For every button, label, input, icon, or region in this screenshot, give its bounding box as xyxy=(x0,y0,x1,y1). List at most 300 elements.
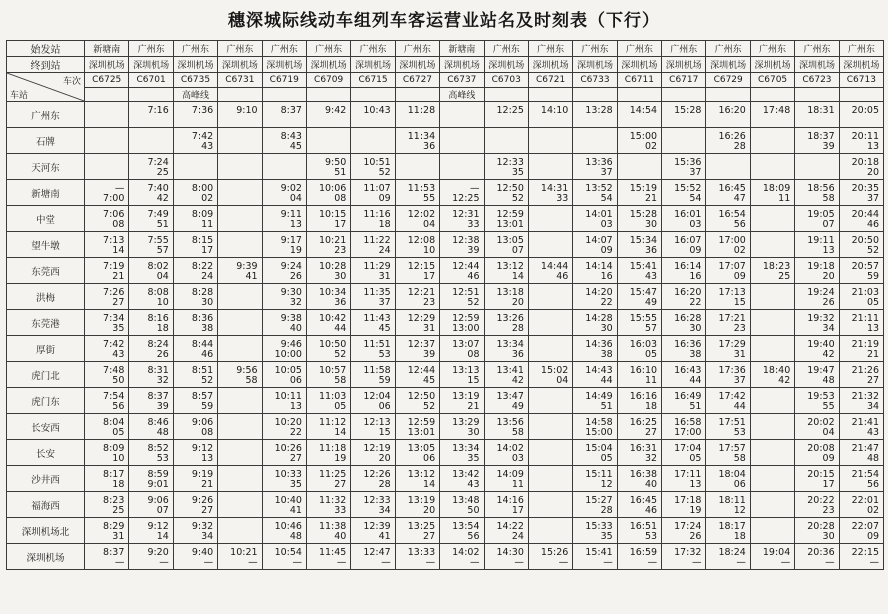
time-cell-box xyxy=(485,128,528,153)
time-cell-box xyxy=(440,310,483,335)
departure-time: — xyxy=(558,557,569,568)
time-cell-box xyxy=(218,466,261,491)
arrival-time: 15:04 xyxy=(585,443,613,454)
departure-time: 38 xyxy=(689,349,702,360)
arrival-time: 14:01 xyxy=(585,209,613,220)
arrival-time: 9:40 xyxy=(191,547,214,558)
train-note xyxy=(662,88,706,102)
time-cell xyxy=(617,232,661,258)
time-cell-box xyxy=(396,180,439,205)
arrival-time: 17:11 xyxy=(674,469,702,480)
time-cell-box xyxy=(396,310,439,335)
arrival-time: 9:30 xyxy=(280,287,302,298)
time-cell xyxy=(528,492,572,518)
time-cell-box xyxy=(396,414,439,439)
time-cell xyxy=(129,258,173,284)
time-cell-box xyxy=(485,336,528,361)
time-cell-box xyxy=(485,518,528,543)
time-cell-box xyxy=(129,284,172,309)
time-cell-box xyxy=(129,440,172,465)
time-cell xyxy=(528,154,572,180)
time-cell xyxy=(173,388,217,414)
arrival-time: 11:58 xyxy=(363,365,391,376)
time-cell xyxy=(395,388,439,414)
departure-time: 52 xyxy=(201,375,214,386)
time-cell xyxy=(85,232,129,258)
arrival-time: 15:11 xyxy=(585,469,613,480)
time-cell-box xyxy=(129,154,172,179)
departure-time: 16 xyxy=(689,271,702,282)
time-cell-box xyxy=(485,206,528,231)
departure-time: 13 xyxy=(866,141,880,152)
time-cell xyxy=(440,336,484,362)
arrival-time: 11:51 xyxy=(363,339,391,350)
departure-time: — xyxy=(470,557,480,568)
train-number: C6725 xyxy=(85,73,129,88)
time-cell-box xyxy=(840,232,883,257)
time-cell xyxy=(528,232,572,258)
time-cell xyxy=(484,388,528,414)
departure-time: 24 xyxy=(511,531,524,542)
departure-time: 34 xyxy=(201,531,214,542)
train-number: C6731 xyxy=(218,73,262,88)
time-cell xyxy=(306,258,350,284)
time-cell xyxy=(528,310,572,336)
time-cell xyxy=(218,154,262,180)
arrival-time: 16:14 xyxy=(674,261,702,272)
time-cell xyxy=(706,128,750,154)
departure-time: 26 xyxy=(689,531,702,542)
departure-time: 34 xyxy=(866,401,880,412)
terminal-cell: 深圳机场 xyxy=(173,57,217,73)
time-cell-box xyxy=(351,284,394,309)
time-cell xyxy=(218,544,262,570)
time-cell-box xyxy=(307,128,350,153)
time-cell xyxy=(839,388,883,414)
time-cell-box xyxy=(840,492,883,517)
arrival-time: 17:21 xyxy=(718,313,746,324)
departure-time: 06 xyxy=(289,375,302,386)
time-cell xyxy=(218,388,262,414)
departure-time: 35 xyxy=(511,167,524,178)
time-cell-box xyxy=(218,310,261,335)
departure-time: 42 xyxy=(778,375,791,386)
time-cell xyxy=(262,544,306,570)
time-cell-box xyxy=(307,440,350,465)
departure-time: 18 xyxy=(644,401,658,412)
time-cell xyxy=(662,284,706,310)
arrival-time: 9:26 xyxy=(191,495,214,506)
departure-time: 15:00 xyxy=(585,427,613,438)
time-cell-box xyxy=(85,440,128,465)
time-cell-box xyxy=(485,466,528,491)
arrival-time: 9:10 xyxy=(236,105,258,116)
arrival-time: 13:33 xyxy=(407,547,436,558)
time-cell-box xyxy=(662,544,705,569)
origin-cell: 广州东 xyxy=(306,41,350,57)
arrival-time: 16:45 xyxy=(718,183,746,194)
time-cell-box xyxy=(529,284,572,309)
departure-time: 30 xyxy=(822,531,835,542)
departure-time: 35 xyxy=(467,453,480,464)
arrival-time: 14:44 xyxy=(540,261,569,272)
time-cell xyxy=(484,466,528,492)
time-cell-box xyxy=(573,258,616,283)
time-cell-box xyxy=(751,336,794,361)
time-cell xyxy=(839,284,883,310)
time-cell xyxy=(839,492,883,518)
arrival-time: 10:46 xyxy=(274,521,302,532)
arrival-time: 15:36 xyxy=(674,157,702,168)
arrival-time: 12:13 xyxy=(363,417,391,428)
time-cell xyxy=(750,154,794,180)
time-cell-box xyxy=(706,154,749,179)
arrival-time: 7:42 xyxy=(191,131,214,142)
arrival-time: 19:40 xyxy=(807,339,835,350)
time-cell-box xyxy=(706,128,749,153)
station-row xyxy=(7,102,884,128)
train-number: C6727 xyxy=(395,73,439,88)
time-cell xyxy=(839,518,883,544)
time-cell-box xyxy=(706,284,749,309)
arrival-time: 14:09 xyxy=(496,469,524,480)
time-cell-box xyxy=(218,284,261,309)
station-row xyxy=(7,180,884,206)
time-cell-box xyxy=(263,414,306,439)
departure-time: 56 xyxy=(112,401,125,412)
time-cell xyxy=(706,466,750,492)
terminal-cell: 深圳机场 xyxy=(617,57,661,73)
time-cell-box xyxy=(263,206,306,231)
time-cell-box xyxy=(351,232,394,257)
train-number: C6709 xyxy=(306,73,350,88)
departure-time: 27 xyxy=(112,297,125,308)
time-cell-box xyxy=(174,310,217,335)
time-cell xyxy=(617,336,661,362)
time-cell-box xyxy=(396,544,439,569)
departure-time: 05 xyxy=(600,453,613,464)
time-cell-box xyxy=(396,466,439,491)
departure-time: 10:00 xyxy=(274,349,302,360)
time-cell xyxy=(750,466,794,492)
time-cell-box xyxy=(573,362,616,387)
time-cell-box xyxy=(85,206,128,231)
time-cell-box xyxy=(840,466,883,491)
arrival-time: 16:51 xyxy=(629,521,658,532)
time-cell-box xyxy=(751,544,794,569)
time-cell-box xyxy=(218,336,261,361)
arrival-time: 8:23 xyxy=(103,495,125,506)
time-cell-box xyxy=(662,440,705,465)
station-name: 望牛墩 xyxy=(7,232,85,258)
time-cell xyxy=(440,232,484,258)
arrival-time: 19:47 xyxy=(807,365,835,376)
time-cell-box xyxy=(307,310,350,335)
time-cell-box xyxy=(618,544,661,569)
station-row xyxy=(7,128,884,154)
departure-time: 54 xyxy=(600,193,613,204)
terminal-cell: 深圳机场 xyxy=(306,57,350,73)
terminal-cell: 深圳机场 xyxy=(839,57,883,73)
departure-time: 37 xyxy=(733,375,746,386)
time-cell-box xyxy=(440,284,483,309)
time-cell xyxy=(484,206,528,232)
departure-time: 44 xyxy=(689,375,702,386)
arrival-time: 10:26 xyxy=(274,443,302,454)
time-cell-box xyxy=(440,544,483,569)
time-cell-box xyxy=(706,180,749,205)
arrival-time: 16:45 xyxy=(629,495,658,506)
departure-time: 26 xyxy=(156,349,169,360)
time-cell xyxy=(395,544,439,570)
time-cell-box xyxy=(85,414,128,439)
time-cell xyxy=(484,154,528,180)
station-row xyxy=(7,362,884,388)
time-cell xyxy=(706,492,750,518)
time-cell xyxy=(617,440,661,466)
time-cell xyxy=(706,206,750,232)
departure-time: 28 xyxy=(511,323,524,334)
time-cell-box xyxy=(218,128,261,153)
departure-time: 48 xyxy=(289,531,302,542)
departure-time: 51 xyxy=(334,167,347,178)
arrival-time: 12:44 xyxy=(407,365,436,376)
arrival-time: 9:11 xyxy=(280,209,302,220)
arrival-time: 10:42 xyxy=(318,313,347,324)
time-cell xyxy=(395,518,439,544)
time-cell xyxy=(395,180,439,206)
time-cell xyxy=(306,492,350,518)
time-cell xyxy=(395,154,439,180)
time-cell xyxy=(573,492,617,518)
arrival-time: 17:07 xyxy=(718,261,746,272)
train-note xyxy=(795,88,839,102)
departure-time: 20 xyxy=(822,271,835,282)
time-cell-box xyxy=(795,466,838,491)
train-note xyxy=(750,88,794,102)
departure-time: 48 xyxy=(156,427,169,438)
time-cell-box xyxy=(307,206,350,231)
arrival-time: — xyxy=(114,183,125,194)
arrival-time: 8:28 xyxy=(191,287,214,298)
time-cell xyxy=(173,492,217,518)
time-cell-box xyxy=(351,310,394,335)
time-cell-box xyxy=(573,388,616,413)
arrival-time: 14:20 xyxy=(585,287,613,298)
arrival-time: 22:01 xyxy=(851,495,880,506)
departure-time: 44 xyxy=(334,323,347,334)
departure-time: 38 xyxy=(600,349,613,360)
time-cell-box xyxy=(529,440,572,465)
time-cell-box xyxy=(85,154,128,179)
time-cell-box xyxy=(351,154,394,179)
time-cell-box xyxy=(706,414,749,439)
departure-time: 17 xyxy=(201,245,214,256)
time-cell xyxy=(617,310,661,336)
time-cell xyxy=(85,414,129,440)
arrival-time: 13:05 xyxy=(407,443,436,454)
time-cell-box xyxy=(573,232,616,257)
time-cell-box xyxy=(529,206,572,231)
time-cell-box xyxy=(351,206,394,231)
time-cell-box xyxy=(174,336,217,361)
time-cell xyxy=(129,414,173,440)
departure-time: — xyxy=(825,557,835,568)
time-cell-box xyxy=(618,102,661,127)
origin-cell: 广州东 xyxy=(750,41,794,57)
time-cell-box xyxy=(218,388,261,413)
arrival-time: 13:29 xyxy=(452,417,480,428)
departure-time: 25 xyxy=(112,505,125,516)
arrival-time: 14:49 xyxy=(585,391,613,402)
time-cell-box xyxy=(129,128,172,153)
train-note xyxy=(573,88,617,102)
time-cell-box xyxy=(573,284,616,309)
time-cell xyxy=(750,414,794,440)
train-station-corner xyxy=(7,73,85,102)
time-cell-box xyxy=(706,232,749,257)
time-cell xyxy=(440,284,484,310)
departure-time: 31 xyxy=(112,531,125,542)
arrival-time: 7:13 xyxy=(103,235,125,246)
time-cell-box xyxy=(573,492,616,517)
time-cell xyxy=(262,284,306,310)
departure-time: 58 xyxy=(511,427,524,438)
time-cell-box xyxy=(440,518,483,543)
departure-time: 56 xyxy=(733,219,746,230)
time-cell-box xyxy=(662,362,705,387)
departure-time: 14 xyxy=(156,531,169,542)
time-cell xyxy=(262,206,306,232)
arrival-time: 13:12 xyxy=(407,469,436,480)
time-cell xyxy=(129,544,173,570)
arrival-time: 11:38 xyxy=(318,521,347,532)
departure-time: 08 xyxy=(201,427,214,438)
arrival-time: 8:57 xyxy=(191,391,214,402)
departure-time: 10 xyxy=(156,297,169,308)
time-cell xyxy=(218,284,262,310)
time-cell xyxy=(306,284,350,310)
time-cell xyxy=(662,466,706,492)
time-cell xyxy=(306,518,350,544)
time-cell-box xyxy=(351,258,394,283)
arrival-time: 17:18 xyxy=(674,495,702,506)
train-number: C6735 xyxy=(173,73,217,88)
station-row xyxy=(7,492,884,518)
time-cell-box xyxy=(174,258,217,283)
time-cell-box xyxy=(263,544,306,569)
departure-time: 43 xyxy=(866,427,880,438)
time-cell xyxy=(617,258,661,284)
time-cell-box xyxy=(351,492,394,517)
departure-time: 27 xyxy=(201,505,214,516)
time-cell-box xyxy=(174,128,217,153)
departure-time: 40 xyxy=(289,323,302,334)
time-cell xyxy=(218,180,262,206)
arrival-time: 17:29 xyxy=(718,339,746,350)
time-cell-box xyxy=(440,128,483,153)
arrival-time: 11:43 xyxy=(363,313,391,324)
time-cell-box xyxy=(351,102,394,127)
time-cell-box xyxy=(751,388,794,413)
origin-cell: 广州东 xyxy=(573,41,617,57)
departure-time: 23 xyxy=(822,505,835,516)
time-cell-box xyxy=(706,102,749,127)
time-cell-box xyxy=(529,336,572,361)
time-cell-box xyxy=(706,518,749,543)
departure-time: 33 xyxy=(467,219,480,230)
time-cell xyxy=(129,362,173,388)
departure-time: 53 xyxy=(644,531,658,542)
arrival-time: 8:00 xyxy=(191,183,214,194)
arrival-time: 8:16 xyxy=(147,313,169,324)
time-cell-box xyxy=(85,102,128,127)
time-cell-box xyxy=(218,518,261,543)
time-cell xyxy=(440,466,484,492)
time-cell-box xyxy=(529,258,572,283)
time-cell-box xyxy=(485,232,528,257)
train-number: C6723 xyxy=(795,73,839,88)
time-cell xyxy=(573,414,617,440)
terminal-cell: 深圳机场 xyxy=(750,57,794,73)
time-cell xyxy=(395,362,439,388)
time-cell-box xyxy=(351,362,394,387)
station-name: 长安西 xyxy=(7,414,85,440)
time-cell xyxy=(218,206,262,232)
departure-time: 39 xyxy=(822,141,835,152)
time-cell-box xyxy=(706,206,749,231)
time-cell xyxy=(662,492,706,518)
time-cell xyxy=(218,102,262,128)
time-cell-box xyxy=(218,232,261,257)
time-cell xyxy=(129,284,173,310)
departure-time: 13 xyxy=(289,401,302,412)
departure-time: 22 xyxy=(600,297,613,308)
time-cell-box xyxy=(662,336,705,361)
time-cell xyxy=(440,258,484,284)
time-cell-box xyxy=(485,310,528,335)
station-row xyxy=(7,414,884,440)
time-cell-box xyxy=(662,414,705,439)
arrival-time: 14:43 xyxy=(585,365,613,376)
arrival-time: 8:04 xyxy=(103,417,125,428)
time-cell xyxy=(484,128,528,154)
arrival-time: 16:59 xyxy=(629,547,658,558)
time-cell-box xyxy=(795,206,838,231)
time-cell-box xyxy=(795,310,838,335)
arrival-time: 12:38 xyxy=(452,235,480,246)
time-cell xyxy=(173,154,217,180)
arrival-time: 19:05 xyxy=(807,209,835,220)
arrival-time: 12:50 xyxy=(496,183,524,194)
arrival-time: 12:59 xyxy=(496,209,524,220)
arrival-time: 13:56 xyxy=(496,417,524,428)
time-cell-box xyxy=(573,180,616,205)
arrival-time: 7:24 xyxy=(147,157,169,168)
departure-time: 45 xyxy=(289,141,302,152)
time-cell-box xyxy=(840,518,883,543)
time-cell xyxy=(440,310,484,336)
arrival-time: 19:11 xyxy=(807,235,835,246)
time-cell xyxy=(706,440,750,466)
time-cell xyxy=(662,544,706,570)
departure-time: 57 xyxy=(644,323,658,334)
station-row xyxy=(7,232,884,258)
time-cell-box xyxy=(263,518,306,543)
time-cell-box xyxy=(263,232,306,257)
time-cell-box xyxy=(85,258,128,283)
origin-cell: 广州东 xyxy=(795,41,839,57)
